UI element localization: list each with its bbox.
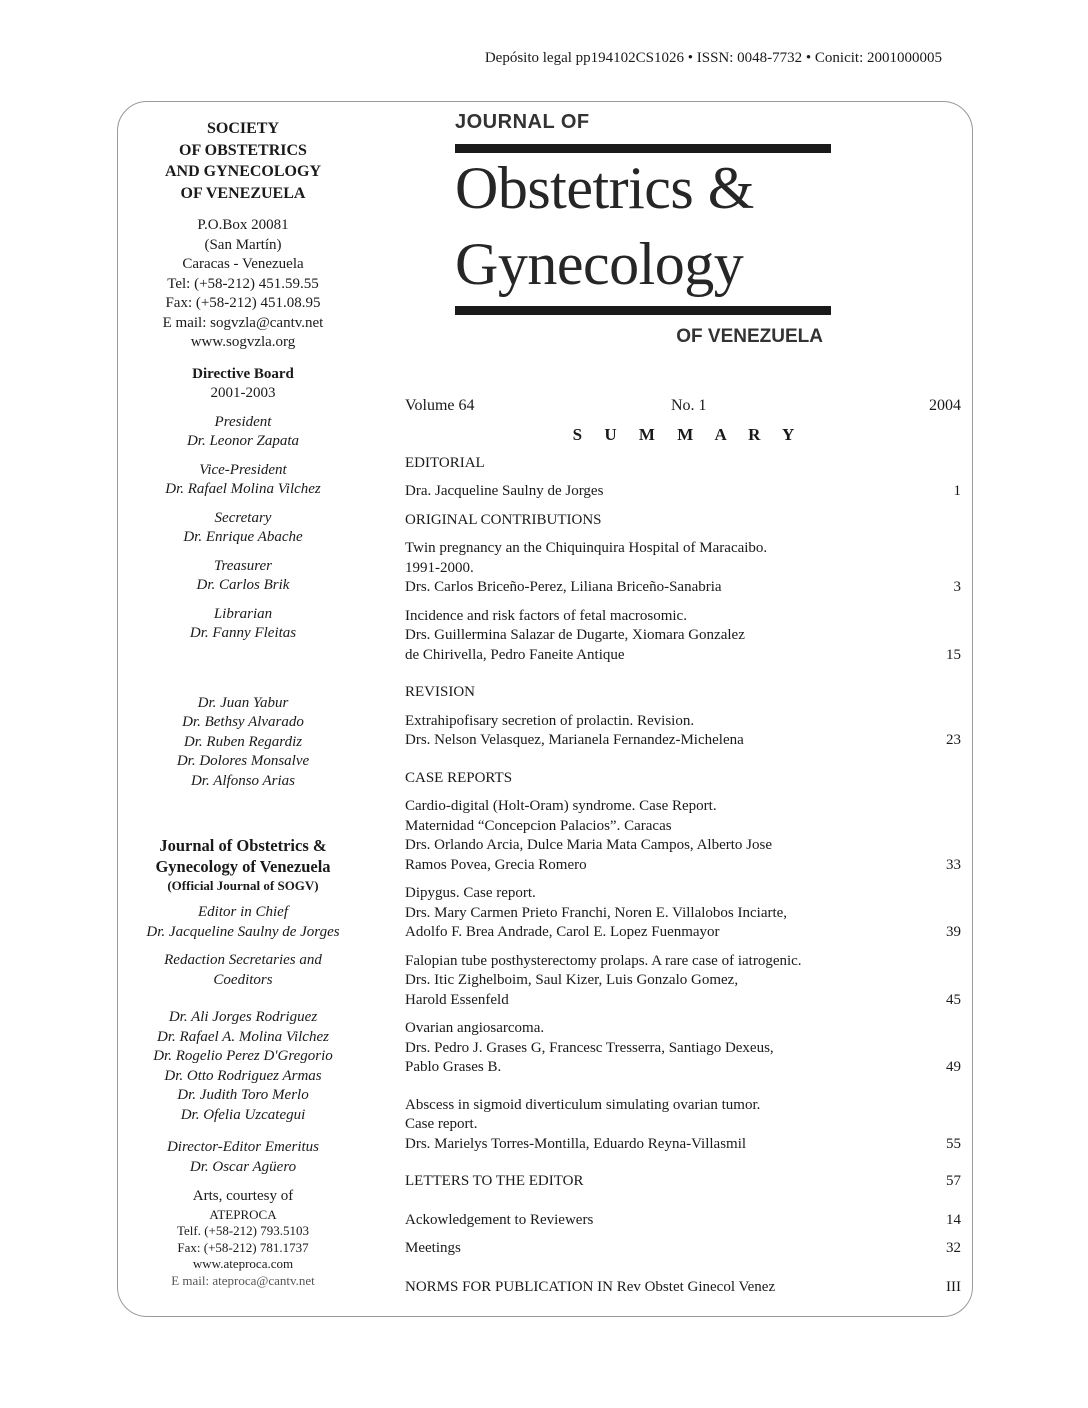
- address-line: (San Martín): [204, 236, 282, 253]
- toc-entry: [405, 884, 961, 943]
- board-member-name: Dr. Dolores Monsalve: [176, 753, 310, 769]
- toc-entry-line: Meetings: [405, 1240, 461, 1256]
- section-original-contributions: ORIGINAL CONTRIBUTIONS: [405, 511, 602, 528]
- toc-entry: [405, 952, 961, 1011]
- board-role-group: [118, 509, 368, 548]
- board-member-name: Dr. Carlos Brik: [196, 577, 290, 593]
- toc-page-number: 49: [946, 1059, 961, 1075]
- toc-page-number: 32: [946, 1240, 961, 1256]
- toc-meetings: [405, 1239, 961, 1259]
- board-member-name: Dr. Alfonso Arias: [190, 772, 296, 789]
- toc-entry-line: Drs. Pedro J. Grases G, Francesc Tresserra, Santiago Dexeus,: [405, 1039, 774, 1056]
- toc-page-number: 45: [946, 991, 961, 1008]
- issue-number: No. 1: [671, 397, 707, 414]
- toc-page-number: 3: [953, 579, 961, 595]
- arts-fax: Fax: (+58-212) 781.1737: [177, 1239, 309, 1255]
- board-role: Librarian: [213, 605, 273, 622]
- arts-phone: Telf. (+58-212) 793.5103: [176, 1223, 310, 1238]
- masthead-bottom-rule: [455, 306, 831, 315]
- left-column: [118, 118, 368, 1289]
- board-role-group: [118, 413, 368, 452]
- toc-entry-line: Dra. Jacqueline Saulny de Jorges: [405, 483, 604, 499]
- board-member-name: Dr. Leonor Zapata: [186, 433, 300, 449]
- toc-entry-line: LETTERS TO THE EDITOR: [405, 1173, 584, 1189]
- legal-deposit-line: Depósito legal pp194102CS1026 • ISSN: 0048-7732 • Conicit: 2001000005: [484, 50, 942, 66]
- toc-entry-line: Maternidad “Concepcion Palacios”. Caracas: [405, 817, 672, 834]
- toc-entry-line: Twin pregnancy an the Chiquinquira Hospital of Maracaibo.: [405, 540, 768, 556]
- society-address: [118, 216, 368, 353]
- address-website: www.sogvzla.org: [190, 334, 296, 350]
- editor-name: Dr. Jacqueline Saulny de Jorges: [146, 923, 340, 940]
- toc-entry-line: 1991-2000.: [405, 559, 474, 576]
- toc-entry-line: Abscess in sigmoid diverticulum simulating ovarian tumor.: [405, 1096, 761, 1113]
- toc-entry-line: Case report.: [405, 1116, 478, 1132]
- board-role-group: [118, 605, 368, 644]
- coeditor-name: Dr. Rogelio Perez D'Gregorio: [153, 1048, 333, 1064]
- board-role: President: [214, 413, 272, 430]
- toc-entry-line: Pablo Grases B.: [405, 1059, 502, 1075]
- toc-entry: [405, 482, 961, 502]
- board-member-name: Dr. Fanny Fleitas: [189, 625, 297, 641]
- society-name-line: SOCIETY: [206, 120, 280, 137]
- toc-entry-line: Ovarian angiosarcoma.: [405, 1020, 545, 1036]
- coeditor-list: [118, 1008, 368, 1125]
- toc-entry-line: Cardio-digital (Holt-Oram) syndrome. Case Report.: [405, 798, 717, 814]
- toc-entry-line: Ramos Povea, Grecia Romero: [405, 856, 587, 873]
- toc-entry: [405, 1096, 961, 1155]
- editor-role: Editor in Chief: [198, 904, 288, 920]
- board-members: [118, 694, 368, 792]
- toc-entry-line: Dipygus. Case report.: [405, 885, 536, 901]
- journal-title-line: Gynecology of Venezuela: [155, 857, 331, 876]
- editor-group: [118, 903, 368, 942]
- board-title: Directive Board: [192, 365, 294, 382]
- toc-entry-line: Drs. Orlando Arcia, Dulce Maria Mata Campos, Alberto Jose: [405, 837, 772, 853]
- board-member-name: Dr. Ruben Regardiz: [183, 733, 303, 750]
- toc-entry-line: Drs. Mary Carmen Prieto Franchi, Noren E. Villalobos Inciarte,: [405, 904, 788, 921]
- toc-entry-line: Harold Essenfeld: [405, 991, 509, 1008]
- toc-page-number: 23: [946, 732, 961, 748]
- society-name-line: OF VENEZUELA: [180, 184, 306, 202]
- address-line: P.O.Box 20081: [197, 217, 289, 233]
- coeditor-name: Dr. Ofelia Uzcategui: [180, 1106, 306, 1123]
- society-name-line: AND GYNECOLOGY: [164, 163, 321, 180]
- masthead-title-line2: Gynecology: [455, 231, 744, 297]
- redaction-title: Redaction Secretaries and: [164, 952, 322, 968]
- toc-entry-line: Drs. Nelson Velasquez, Marianela Fernandez-Michelena: [405, 732, 744, 748]
- toc-entry-line: Drs. Guillermina Salazar de Dugarte, Xiomara Gonzalez: [405, 627, 745, 643]
- board-role: Secretary: [214, 509, 272, 526]
- section-revision: REVISION: [405, 684, 475, 700]
- issue-volume: Volume 64: [405, 397, 475, 414]
- emeritus-role: Director-Editor Emeritus: [166, 1139, 320, 1155]
- toc-entry: [405, 607, 961, 666]
- society-name-line: OF OBSTETRICS: [179, 141, 307, 159]
- toc-page-number: 1: [953, 483, 961, 499]
- toc-entry-line: NORMS FOR PUBLICATION IN Rev Obstet Ginecol Venez: [405, 1278, 776, 1295]
- toc-entry-line: de Chirivella, Pedro Faneite Antique: [405, 646, 625, 663]
- toc-page-number: 57: [946, 1173, 961, 1189]
- coeditor-name: Dr. Ali Jorges Rodriguez: [168, 1009, 318, 1025]
- toc-entry-line: Drs. Marielys Torres-Montilla, Eduardo Reyna-Villasmil: [405, 1135, 747, 1152]
- toc-entry-line: Falopian tube posthysterectomy prolaps. A rare case of iatrogenic.: [405, 952, 802, 969]
- toc-entry: [405, 1019, 961, 1078]
- issue-info: [405, 396, 961, 420]
- toc-entry-line: Incidence and risk factors of fetal macrosomic.: [405, 607, 687, 624]
- toc-page-number: 55: [946, 1135, 961, 1152]
- board-role-group: [118, 557, 368, 596]
- toc-entry-line: Drs. Carlos Briceño-Perez, Liliana Briceño-Sanabria: [405, 579, 722, 595]
- toc-entry-line: Drs. Itic Zighelboim, Saul Kizer, Luis Gonzalo Gomez,: [405, 972, 739, 988]
- section-case-reports: CASE REPORTS: [405, 769, 513, 786]
- arts-website: www.ateproca.com: [192, 1256, 294, 1271]
- board-member-name: Dr. Juan Yabur: [197, 694, 289, 711]
- toc-entry-line: Extrahipofisary secretion of prolactin. Revision.: [405, 712, 695, 729]
- toc-entry: [405, 539, 961, 598]
- society-name: [118, 118, 368, 204]
- address-email: E mail: sogvzla@cantv.net: [162, 314, 324, 331]
- emeritus-group: [118, 1138, 368, 1177]
- address-phone: Tel: (+58-212) 451.59.55: [167, 275, 319, 292]
- board-years: 2001-2003: [210, 385, 276, 401]
- masthead-of-venezuela: OF VENEZUELA: [676, 326, 823, 347]
- redaction-title: Coeditors: [213, 971, 273, 988]
- toc-letters-to-editor: [405, 1172, 961, 1192]
- toc-entry: [405, 712, 961, 751]
- arts-credits: [118, 1187, 368, 1289]
- address-fax: Fax: (+58-212) 451.08.95: [165, 295, 321, 311]
- redaction-group: [118, 951, 368, 990]
- arts-company: ATEPROCA: [209, 1206, 277, 1222]
- issue-year: 2004: [929, 397, 961, 414]
- emeritus-name: Dr. Oscar Agüero: [189, 1158, 297, 1175]
- toc-page-number: 39: [946, 924, 961, 940]
- coeditor-name: Dr. Judith Toro Merlo: [177, 1087, 309, 1103]
- board-member-name: Dr. Bethsy Alvarado: [182, 714, 304, 730]
- toc-page-number: 14: [946, 1211, 961, 1228]
- coeditor-name: Dr. Rafael A. Molina Vilchez: [157, 1028, 329, 1045]
- toc-page-number: 15: [946, 646, 961, 663]
- toc-acknowledgement: [405, 1211, 961, 1231]
- toc-page-number: 33: [946, 856, 961, 873]
- summary-heading: S U M M A R Y: [572, 425, 804, 444]
- board-member-name: Dr. Enrique Abache: [183, 529, 303, 545]
- coeditor-name: Dr. Otto Rodriguez Armas: [164, 1067, 322, 1084]
- masthead-journal-of: JOURNAL OF: [455, 111, 590, 133]
- summary-column: [405, 396, 961, 1297]
- arts-line: Arts, courtesy of: [192, 1188, 294, 1204]
- journal-official-note: (Official Journal of SOGV): [167, 878, 319, 893]
- board-member-name: Dr. Rafael Molina Vilchez: [165, 481, 321, 497]
- arts-email: E mail: ateproca@cantv.net: [171, 1272, 315, 1288]
- board-role: Vice-President: [199, 461, 287, 478]
- masthead-top-rule: [455, 144, 831, 153]
- section-editorial: EDITORIAL: [405, 454, 485, 471]
- masthead-title-line1: Obstetrics &: [455, 155, 754, 221]
- address-line: Caracas - Venezuela: [182, 256, 304, 272]
- toc-page-number: III: [946, 1278, 961, 1295]
- board-role: Treasurer: [213, 557, 273, 574]
- journal-title: [118, 835, 368, 877]
- toc-entry-line: Ackowledgement to Reviewers: [405, 1211, 594, 1228]
- toc-norms: [405, 1278, 961, 1298]
- journal-title-line: Journal of Obstetrics &: [159, 836, 327, 855]
- board-role-group: [118, 461, 368, 500]
- toc-entry: [405, 797, 961, 875]
- toc-entry-line: Adolfo F. Brea Andrade, Carol E. Lopez Fuenmayor: [405, 924, 720, 940]
